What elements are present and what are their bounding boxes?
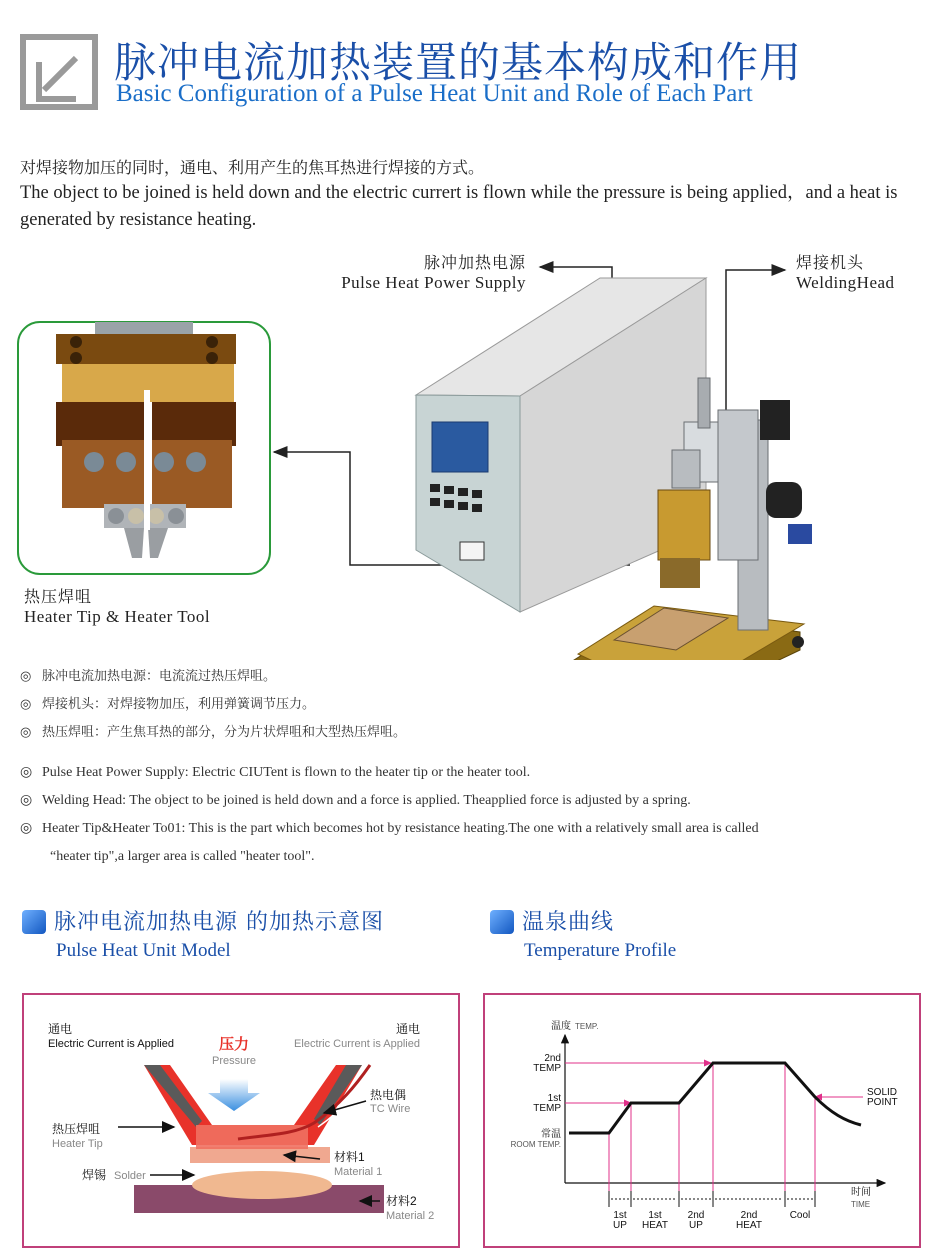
profile-room-cn: 常温 [541, 1129, 561, 1140]
model-mat1-cn: 材料1 [334, 1150, 365, 1164]
phase-label: 1st [613, 1210, 627, 1221]
temperature-profile-chart [485, 995, 919, 1246]
model-mat2-en: Material 2 [386, 1210, 435, 1222]
intro-text-en: The object to be joined is held down and the electric currert is flown while the pressure is being applied，and a heat is generated by resistance heating. [20, 183, 898, 230]
bullet-item-continued: “heater tip",a larger area is called "heater tool". [50, 849, 315, 864]
model-tc-en: TC Wire [370, 1103, 411, 1115]
bullet-item: ◎ Heater Tip&Heater To01: This is the part which becomes hot by resistance heating.The one with a relatively small area is called [20, 821, 759, 836]
heat-model-diagram [24, 995, 458, 1246]
model-tc-cn: 热电偶 [370, 1088, 407, 1102]
page-title-en: Basic Configuration of a Pulse Heat Unit and Role of Each Part [116, 80, 753, 107]
model-current-en-left: Electric Current is Applied [48, 1038, 174, 1050]
model-mat1-en: Material 1 [334, 1166, 383, 1178]
model-current-cn-right: 通电 [395, 1022, 420, 1036]
label-power-supply: 脉冲加热电源 Pulse Heat Power Supply [341, 253, 526, 292]
bullet-item: ◎ Welding Head: The object to be joined is held down and a force is applied. Theapplied force is adjusted by a spring. [20, 793, 691, 808]
model-solder-cn: 焊锡 [82, 1168, 107, 1182]
phase-label: UP [613, 1220, 627, 1231]
label-heater-tip: 热压焊咀 Heater Tip & Heater Tool [24, 587, 211, 626]
profile-2nd-temp: TEMP [533, 1063, 561, 1074]
phase-label: 2nd [740, 1210, 758, 1221]
intro-text-cn: 对焊接物加压的同时，通电、利用产生的焦耳热进行焊接的方式。 [20, 158, 485, 177]
model-mat2-cn: 材料2 [386, 1194, 417, 1208]
bullet-list-cn [20, 668, 406, 752]
model-current-cn: 通电 [48, 1022, 73, 1036]
bullet-item: ◎ 焊接机头：对焊接物加压，利用弹簧调节压力。 [20, 697, 316, 712]
profile-1st-temp: TEMP [533, 1103, 561, 1114]
model-pressure-cn: 压力 [218, 1036, 250, 1053]
profile-y-en: TEMP. [575, 1022, 599, 1031]
profile-x-en: TIME [851, 1200, 871, 1209]
section-square-icon [490, 910, 514, 934]
bullet-item: ◎ 脉冲电流加热电源：电流流过热压焊咀。 [20, 669, 277, 684]
phase-label: HEAT [736, 1220, 762, 1231]
model-current-en-right: Electric Current is Applied [294, 1038, 420, 1050]
phase-label: Cool [789, 1210, 811, 1221]
section-square-icon [22, 910, 46, 934]
profile-1st-label: 1st [547, 1093, 561, 1104]
model-tip-en: Heater Tip [52, 1138, 103, 1150]
logo-slash-icon [20, 34, 98, 110]
page-title-cn: 脉冲电流加热装置的基本构成和作用 [114, 38, 803, 87]
panel-heat-model [22, 993, 460, 1248]
label-welding-head: 焊接机头 WeldingHead [796, 253, 895, 292]
panel-temperature-profile [483, 993, 921, 1248]
model-pressure-en: Pressure [211, 1055, 257, 1067]
profile-2nd-label: 2nd [544, 1053, 561, 1064]
profile-room-en: ROOM TEMP. [510, 1140, 561, 1149]
profile-solid-1: SOLID [867, 1087, 898, 1098]
profile-solid-2: POINT [867, 1097, 898, 1108]
bullet-item: ◎ 热压焊咀：产生焦耳热的部分，分为片状焊咀和大型热压焊咀。 [20, 725, 407, 740]
profile-x-cn: 时间 [851, 1187, 871, 1198]
model-solder-en: Solder [114, 1170, 146, 1182]
phase-label: HEAT [642, 1220, 668, 1231]
profile-y-cn: 温度 [551, 1021, 571, 1032]
phase-label: 1st [648, 1210, 662, 1221]
machine-diagram [0, 240, 930, 660]
phase-label: 2nd [687, 1210, 705, 1221]
bullet-list-en [20, 764, 759, 876]
bullet-item: ◎ Pulse Heat Power Supply: Electric CIUTent is flown to the heater tip or the heater tool. [20, 765, 531, 780]
phase-label: UP [689, 1220, 703, 1231]
model-tip-cn: 热压焊咀 [52, 1122, 101, 1136]
